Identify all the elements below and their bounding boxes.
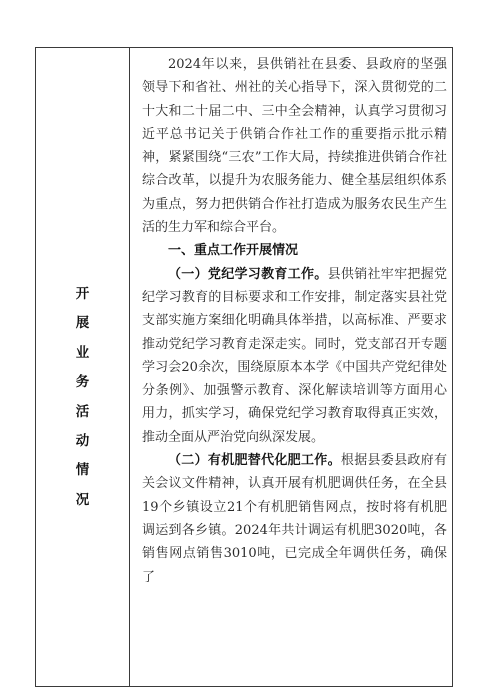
subsection-title: （一）党纪学习教育工作。 bbox=[168, 266, 328, 282]
column-divider bbox=[129, 48, 130, 686]
row-label-char: 业 bbox=[75, 344, 90, 361]
intro-paragraph: 2024年以来，县供销社在县委、县政府的坚强领导下和省社、州社的关心指导下，深入贯彻党的二十大和二十届二中、三中全会精神，认真学习贯彻习近平总书记关于供销合作社工作的重要指示批示精神，紧紧围绕“三农”工作大局，持续推进供销合作社综合改革，以提升为农服务能力、健全基层组织体系为重点，努力把供销合作社打造成为服务农民生产生活的生力军和综合平台。 bbox=[142, 57, 447, 236]
paragraph-body: 县供销社牢牢把握党纪学习教育的目标要求和工作安排，制定落实县社党支部实施方案细化明确具体举措，以高标准、严要求推动党纪学习教育走深走实。同时，党支部召开专题学习会20余次，围绕原原本本学《中国共产党纪律处分条例》、加强警示教育、深化解读培训等方面用心用力，抓实学习，确保党纪学习教育取得真正实效，推动全面从严治党向纵深发展。 bbox=[142, 266, 447, 445]
form-table bbox=[35, 47, 453, 687]
subsection-title: （二）有机肥替代化肥工作。 bbox=[168, 453, 341, 469]
row-label-char: 情 bbox=[75, 462, 90, 479]
row-label-char: 展 bbox=[75, 315, 90, 332]
content-cell bbox=[142, 53, 447, 589]
row-label bbox=[36, 280, 129, 515]
row-label-char: 开 bbox=[75, 286, 90, 302]
row-label-char: 况 bbox=[75, 491, 90, 508]
row-label-char: 务 bbox=[75, 374, 90, 391]
section-heading: 一、重点工作开展情况 bbox=[168, 243, 299, 259]
paragraph-body: 根据县委县政府有关会议文件精神，认真开展有机肥调供任务，在全县19个乡镇设立21个有机肥销售网点，按时将有机肥调运到各乡镇。2024年共计调运有机肥3020吨，各销售网点销售3010吨，已完成全年调供任务，确保了 bbox=[142, 453, 447, 585]
row-label-char: 活 bbox=[75, 403, 90, 420]
row-label-char: 动 bbox=[75, 432, 90, 449]
section-paragraph bbox=[142, 263, 447, 449]
row-label-cell bbox=[36, 48, 129, 686]
section-paragraph bbox=[142, 449, 447, 589]
